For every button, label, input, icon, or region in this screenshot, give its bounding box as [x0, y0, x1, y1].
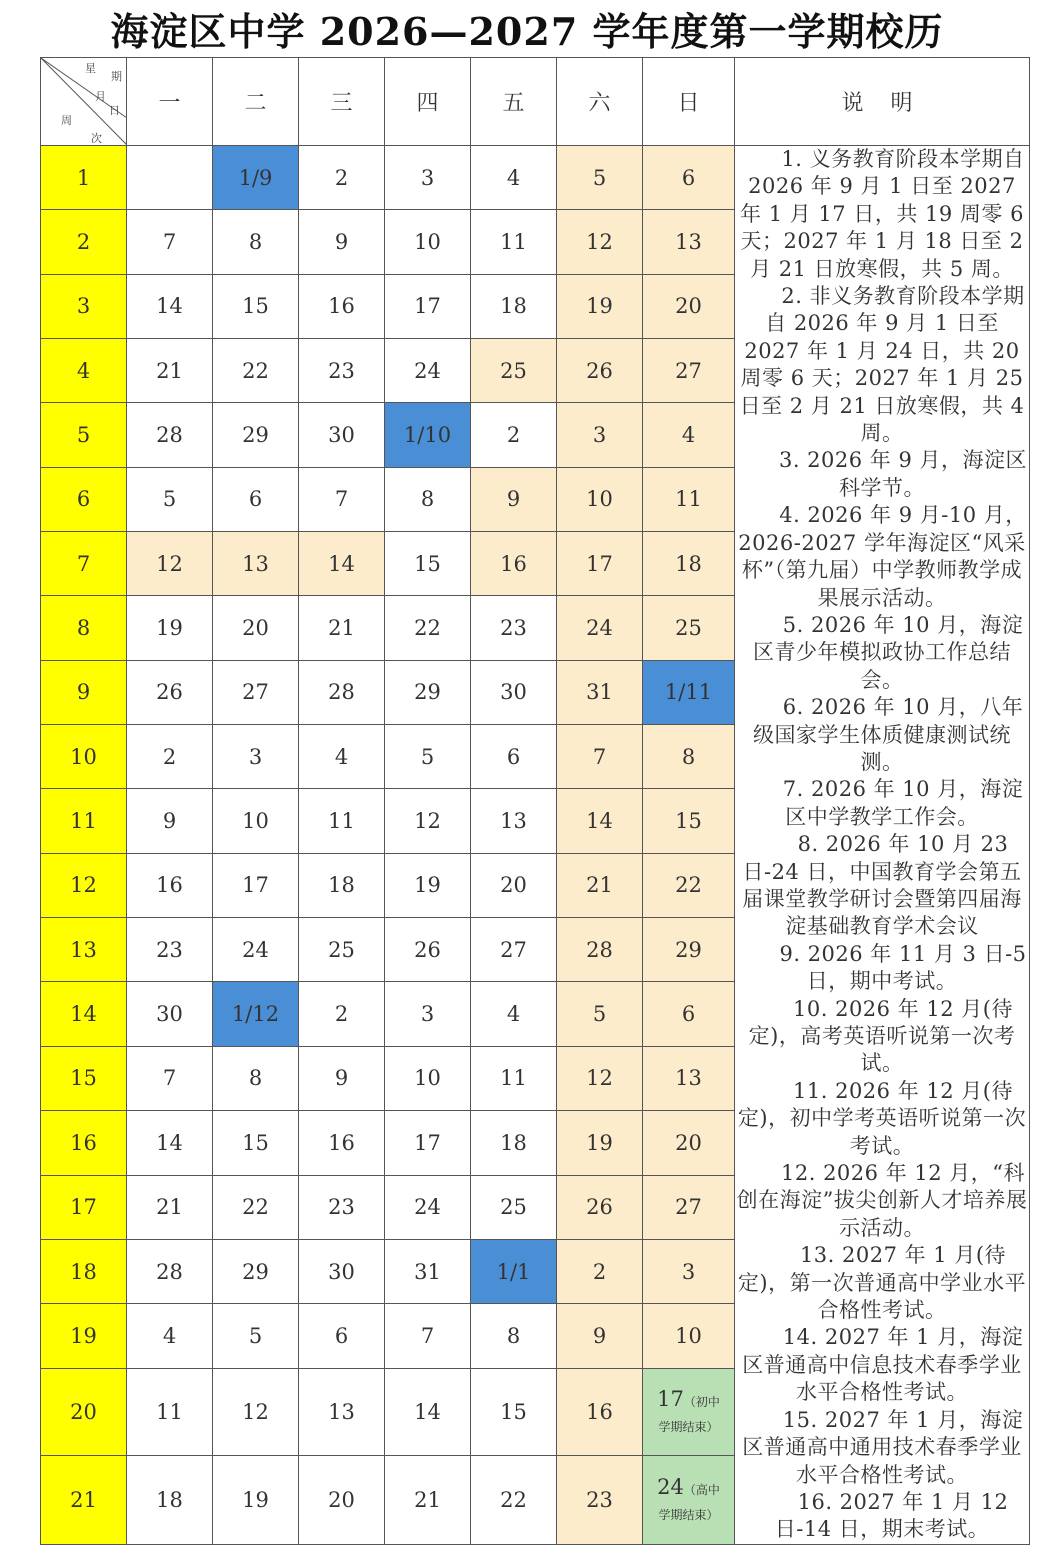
- day-cell-tue: 19: [213, 1456, 299, 1544]
- day-cell-sun: 15: [643, 789, 735, 853]
- term-end-note: 学期结束）: [658, 1508, 719, 1523]
- day-cell-sat: 10: [557, 467, 643, 531]
- day-cell-fri: 25: [471, 339, 557, 403]
- note-item: 4. 2026 年 9 月-10 月，2026-2027 学年海淀区“风采杯”（第九届）中学教师教学成果展示活动。: [738, 503, 1027, 610]
- calendar-table: [40, 57, 1030, 1545]
- month-start-cell: 1/10: [385, 403, 471, 467]
- day-cell-mon: 28: [127, 403, 213, 467]
- day-cell-fri: 11: [471, 210, 557, 274]
- day-cell-fri: 2: [471, 403, 557, 467]
- day-cell-sat: 24: [557, 596, 643, 660]
- term-end-note: 学期结束）: [658, 1420, 719, 1434]
- note-item: 3. 2026 年 9 月，海淀区科学节。: [778, 448, 1028, 500]
- day-cell-tue: 17: [213, 853, 299, 917]
- day-cell-thu: 15: [385, 532, 471, 596]
- day-cell-wed: 11: [299, 789, 385, 853]
- day-cell-sat: 19: [557, 1111, 643, 1175]
- day-cell-wed: 7: [299, 467, 385, 531]
- week-number: 5: [41, 403, 127, 467]
- day-cell-mon: 28: [127, 1239, 213, 1303]
- day-cell-wed: 16: [299, 1111, 385, 1175]
- note-item: 12. 2026 年 12 月，“科创在海淀”拔尖创新人才培养展示活动。: [736, 1161, 1028, 1240]
- corner-label-xing: 星: [85, 62, 96, 75]
- day-cell-sun: 8: [643, 725, 735, 789]
- day-cell-fri: 20: [471, 853, 557, 917]
- day-cell-tue: 29: [213, 1239, 299, 1303]
- day-cell-mon: 18: [127, 1456, 213, 1544]
- day-cell-wed: 13: [299, 1368, 385, 1456]
- day-cell-thu: 22: [385, 596, 471, 660]
- day-cell-fri: 30: [471, 660, 557, 724]
- week-number: 4: [41, 339, 127, 403]
- day-cell-sun: 6: [643, 982, 735, 1046]
- day-cell-tue: 8: [213, 210, 299, 274]
- day-header-wed: 三: [299, 58, 385, 146]
- corner-label-ri: 日: [109, 104, 120, 117]
- week-number: 3: [41, 274, 127, 338]
- day-cell-mon: 14: [127, 1111, 213, 1175]
- day-cell-sat: 26: [557, 1175, 643, 1239]
- day-cell-wed: 18: [299, 853, 385, 917]
- day-cell-thu: 8: [385, 467, 471, 531]
- day-cell-sat: 26: [557, 339, 643, 403]
- week-number: 19: [41, 1304, 127, 1368]
- note-item: 16. 2027 年 1 月 12 日-14 日，期末考试。: [774, 1489, 1009, 1542]
- day-cell-thu: 17: [385, 1111, 471, 1175]
- day-cell-thu: 10: [385, 210, 471, 274]
- corner-header: [41, 58, 127, 146]
- day-cell-wed: 2: [299, 146, 385, 210]
- day-cell-wed: 6: [299, 1304, 385, 1368]
- note-item: 11. 2026 年 12 月(待定)，初中学考英语听说第一次考试。: [737, 1078, 1027, 1158]
- day-cell-tue: 22: [213, 339, 299, 403]
- week-number: 10: [41, 725, 127, 789]
- day-cell-fri: 22: [471, 1456, 557, 1544]
- day-cell-mon: 9: [127, 789, 213, 853]
- day-cell-sun: 18: [643, 532, 735, 596]
- day-header-sun: 日: [643, 58, 735, 146]
- week-row: [41, 146, 1030, 210]
- explain-header: 说 明: [735, 58, 1030, 146]
- week-number: 18: [41, 1239, 127, 1303]
- week-number: 20: [41, 1368, 127, 1456]
- day-cell-wed: 4: [299, 725, 385, 789]
- day-cell-sun: 13: [643, 1046, 735, 1110]
- week-number: 17: [41, 1175, 127, 1239]
- day-cell-sun: 29: [643, 918, 735, 982]
- week-number: 21: [41, 1456, 127, 1544]
- day-cell-wed: 23: [299, 339, 385, 403]
- day-cell-fri: 13: [471, 789, 557, 853]
- week-number: 7: [41, 532, 127, 596]
- day-cell-sun: 22: [643, 853, 735, 917]
- day-cell-sat: 19: [557, 274, 643, 338]
- day-cell-sat: 7: [557, 725, 643, 789]
- header-row: [41, 58, 1030, 146]
- day-cell-wed: 14: [299, 532, 385, 596]
- day-header-mon: 一: [127, 58, 213, 146]
- senior-term-end-cell: [643, 1456, 735, 1544]
- note-item: 9. 2026 年 11 月 3 日-5 日，期中考试。: [779, 941, 1027, 994]
- day-cell-mon: [127, 146, 213, 210]
- note-item: 7. 2026 年 10 月，海淀区中学教学工作会。: [782, 777, 1024, 829]
- term-end-day: 24: [657, 1474, 684, 1499]
- day-cell-sat: 16: [557, 1368, 643, 1456]
- day-cell-sat: 9: [557, 1304, 643, 1368]
- day-cell-fri: 16: [471, 532, 557, 596]
- corner-label-qi: 期: [111, 70, 122, 83]
- day-cell-tue: 8: [213, 1046, 299, 1110]
- week-number: 1: [41, 146, 127, 210]
- day-cell-thu: 5: [385, 725, 471, 789]
- day-cell-mon: 12: [127, 532, 213, 596]
- day-cell-mon: 14: [127, 274, 213, 338]
- day-cell-tue: 22: [213, 1175, 299, 1239]
- day-header-thu: 四: [385, 58, 471, 146]
- day-cell-mon: 26: [127, 660, 213, 724]
- note-item: 10. 2026 年 12 月(待定)，高考英语听说第一次考试。: [748, 996, 1016, 1076]
- week-number: 2: [41, 210, 127, 274]
- day-cell-sat: 2: [557, 1239, 643, 1303]
- day-cell-fri: 8: [471, 1304, 557, 1368]
- day-cell-fri: 15: [471, 1368, 557, 1456]
- term-end-note: （初中: [683, 1394, 720, 1409]
- day-cell-mon: 23: [127, 918, 213, 982]
- day-cell-thu: 26: [385, 918, 471, 982]
- week-number: 11: [41, 789, 127, 853]
- junior-term-end-cell: [643, 1368, 735, 1456]
- day-cell-tue: 6: [213, 467, 299, 531]
- week-number: 14: [41, 982, 127, 1046]
- note-item: 8. 2026 年 10 月 23 日-24 日，中国教育学会第五届课堂教学研讨会暨第四届海淀基础教育学术会议: [742, 832, 1022, 939]
- day-cell-sun: 10: [643, 1304, 735, 1368]
- day-cell-sat: 17: [557, 532, 643, 596]
- day-cell-fri: 4: [471, 982, 557, 1046]
- day-cell-wed: 2: [299, 982, 385, 1046]
- day-cell-mon: 7: [127, 1046, 213, 1110]
- day-cell-tue: 5: [213, 1304, 299, 1368]
- day-cell-wed: 21: [299, 596, 385, 660]
- corner-label-zhou: 周: [61, 114, 72, 127]
- week-number: 9: [41, 660, 127, 724]
- note-item: 1. 义务教育阶段本学期自 2026 年 9 月 1 日至 2027 年 1 月 17 日，共 19 周零 6 天；2027 年 1 月 18 日至 2 月 21 日放寒假，共 5 周。: [740, 147, 1025, 281]
- day-cell-sat: 3: [557, 403, 643, 467]
- month-start-cell: 1/9: [213, 146, 299, 210]
- day-cell-sat: 31: [557, 660, 643, 724]
- explanation-notes: [735, 146, 1030, 1545]
- day-cell-thu: 10: [385, 1046, 471, 1110]
- day-cell-thu: 31: [385, 1239, 471, 1303]
- day-header-tue: 二: [213, 58, 299, 146]
- week-number: 6: [41, 467, 127, 531]
- day-cell-fri: 25: [471, 1175, 557, 1239]
- day-cell-tue: 12: [213, 1368, 299, 1456]
- day-cell-wed: 23: [299, 1175, 385, 1239]
- day-cell-mon: 30: [127, 982, 213, 1046]
- day-cell-thu: 19: [385, 853, 471, 917]
- note-item: 14. 2027 年 1 月，海淀区普通高中信息技术春季学业水平合格性考试。: [742, 1325, 1024, 1405]
- week-number: 15: [41, 1046, 127, 1110]
- day-cell-sun: 20: [643, 1111, 735, 1175]
- day-cell-sat: 5: [557, 146, 643, 210]
- day-cell-fri: 11: [471, 1046, 557, 1110]
- day-cell-wed: 30: [299, 1239, 385, 1303]
- note-item: 5. 2026 年 10 月，海淀区青少年模拟政协工作总结会。: [753, 612, 1024, 692]
- day-cell-thu: 7: [385, 1304, 471, 1368]
- day-cell-sun: 27: [643, 1175, 735, 1239]
- day-cell-wed: 30: [299, 403, 385, 467]
- day-cell-wed: 25: [299, 918, 385, 982]
- note-item: 2. 非义务教育阶段本学期自 2026 年 9 月 1 日至 2027 年 1 月 24 日，共 20 周零 6 天；2027 年 1 月 25 日至 2 月 21 日放寒假，共 4 周。: [739, 284, 1025, 446]
- day-cell-mon: 2: [127, 725, 213, 789]
- day-cell-tue: 20: [213, 596, 299, 660]
- day-cell-sun: 13: [643, 210, 735, 274]
- corner-label-ci: 次: [91, 132, 102, 145]
- day-cell-wed: 9: [299, 210, 385, 274]
- note-item: 13. 2027 年 1 月(待定)，第一次普通高中学业水平合格性考试。: [737, 1243, 1027, 1323]
- day-cell-sun: 20: [643, 274, 735, 338]
- day-cell-sat: 12: [557, 210, 643, 274]
- day-cell-fri: 27: [471, 918, 557, 982]
- note-item: 6. 2026 年 10 月，八年级国家学生体质健康测试统测。: [753, 695, 1024, 774]
- day-cell-sun: 6: [643, 146, 735, 210]
- day-cell-thu: 12: [385, 789, 471, 853]
- day-cell-tue: 13: [213, 532, 299, 596]
- day-cell-sat: 5: [557, 982, 643, 1046]
- note-item: 15. 2027 年 1 月，海淀区普通高中通用技术春季学业水平合格性考试。: [742, 1407, 1024, 1487]
- day-cell-thu: 3: [385, 146, 471, 210]
- week-number: 13: [41, 918, 127, 982]
- day-cell-mon: 7: [127, 210, 213, 274]
- day-cell-sat: 12: [557, 1046, 643, 1110]
- day-cell-mon: 16: [127, 853, 213, 917]
- day-cell-mon: 11: [127, 1368, 213, 1456]
- day-cell-wed: 20: [299, 1456, 385, 1544]
- day-cell-mon: 4: [127, 1304, 213, 1368]
- day-cell-tue: 27: [213, 660, 299, 724]
- month-start-cell: 1/11: [643, 660, 735, 724]
- day-cell-sun: 11: [643, 467, 735, 531]
- day-cell-sun: 4: [643, 403, 735, 467]
- day-cell-fri: 9: [471, 467, 557, 531]
- day-cell-tue: 10: [213, 789, 299, 853]
- day-cell-thu: 14: [385, 1368, 471, 1456]
- page-title: 海淀区中学 2026—2027 学年度第一学期校历: [110, 9, 944, 54]
- day-cell-tue: 24: [213, 918, 299, 982]
- day-cell-fri: 4: [471, 146, 557, 210]
- month-start-cell: 1/1: [471, 1239, 557, 1303]
- day-cell-mon: 5: [127, 467, 213, 531]
- day-cell-thu: 21: [385, 1456, 471, 1544]
- day-cell-thu: 29: [385, 660, 471, 724]
- day-cell-wed: 9: [299, 1046, 385, 1110]
- term-end-day: 17: [657, 1386, 684, 1411]
- day-header-fri: 五: [471, 58, 557, 146]
- day-cell-sun: 3: [643, 1239, 735, 1303]
- day-cell-sun: 25: [643, 596, 735, 660]
- corner-label-yue: 月: [95, 90, 106, 103]
- day-cell-tue: 3: [213, 725, 299, 789]
- day-cell-sat: 21: [557, 853, 643, 917]
- day-cell-fri: 6: [471, 725, 557, 789]
- day-cell-sat: 23: [557, 1456, 643, 1544]
- day-cell-tue: 15: [213, 274, 299, 338]
- day-cell-sun: 27: [643, 339, 735, 403]
- day-cell-thu: 3: [385, 982, 471, 1046]
- day-cell-sat: 28: [557, 918, 643, 982]
- day-cell-fri: 18: [471, 274, 557, 338]
- month-start-cell: 1/12: [213, 982, 299, 1046]
- day-cell-tue: 29: [213, 403, 299, 467]
- day-cell-fri: 18: [471, 1111, 557, 1175]
- day-cell-sat: 14: [557, 789, 643, 853]
- week-number: 8: [41, 596, 127, 660]
- day-cell-fri: 23: [471, 596, 557, 660]
- term-end-note: （高中: [683, 1482, 720, 1497]
- day-cell-wed: 16: [299, 274, 385, 338]
- day-cell-mon: 21: [127, 339, 213, 403]
- week-number: 12: [41, 853, 127, 917]
- day-cell-mon: 19: [127, 596, 213, 660]
- day-cell-thu: 24: [385, 1175, 471, 1239]
- day-header-sat: 六: [557, 58, 643, 146]
- day-cell-tue: 15: [213, 1111, 299, 1175]
- day-cell-thu: 17: [385, 274, 471, 338]
- day-cell-wed: 28: [299, 660, 385, 724]
- day-cell-thu: 24: [385, 339, 471, 403]
- day-cell-mon: 21: [127, 1175, 213, 1239]
- week-number: 16: [41, 1111, 127, 1175]
